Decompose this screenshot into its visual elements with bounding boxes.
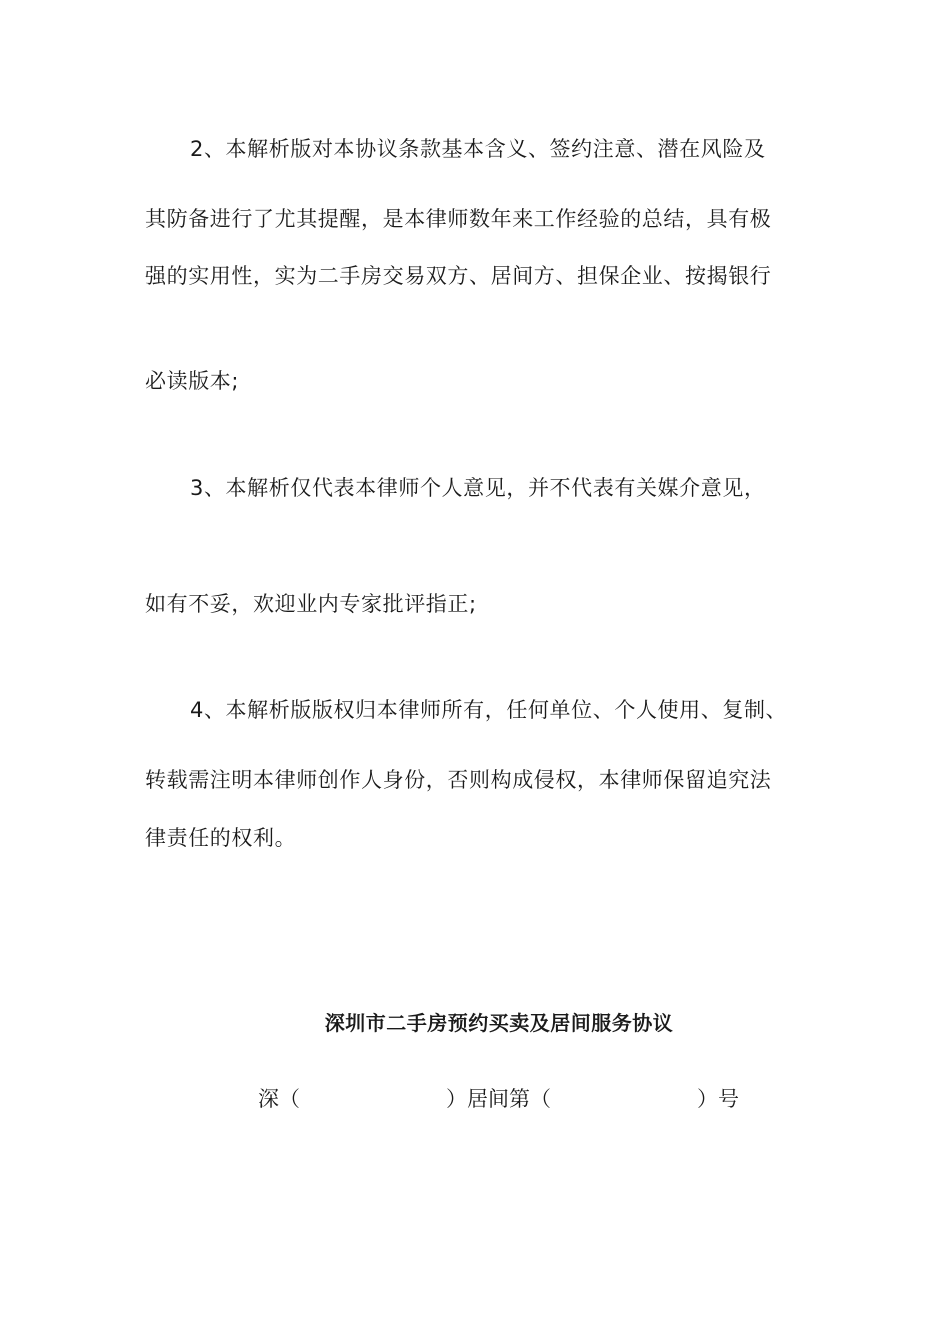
number-suffix: ）号 (697, 1087, 739, 1111)
number-prefix: 深（ (258, 1087, 300, 1111)
paragraph-2-line-2: 其防备进行了尤其提醒，是本律师数年来工作经验的总结，具有极 (145, 207, 772, 231)
paragraph-4-line-2: 转载需注明本律师创作人身份，否则构成侵权，本律师保留追究法 (145, 768, 772, 792)
number-middle: ）居间第（ (446, 1087, 551, 1111)
paragraph-4-line-3: 律责任的权利。 (145, 826, 297, 850)
paragraph-2-line-4: 必读版本; (145, 369, 240, 393)
paragraph-2-line-3: 强的实用性，实为二手房交易双方、居间方、担保企业、按揭银行 (145, 264, 772, 288)
paragraph-4-line-1: 4、本解析版版权归本律师所有，任何单位、个人使用、复制、 (190, 698, 788, 722)
paragraph-3-line-1: 3、本解析仅代表本律师个人意见，并不代表有关媒介意见， (190, 476, 766, 500)
agreement-title: 深圳市二手房预约买卖及居间服务协议 (324, 1011, 674, 1035)
paragraph-2-line-1: 2、本解析版对本协议条款基本含义、签约注意、潜在风险及 (190, 137, 766, 161)
paragraph-3-line-2: 如有不妥，欢迎业内专家批评指正; (145, 592, 477, 616)
